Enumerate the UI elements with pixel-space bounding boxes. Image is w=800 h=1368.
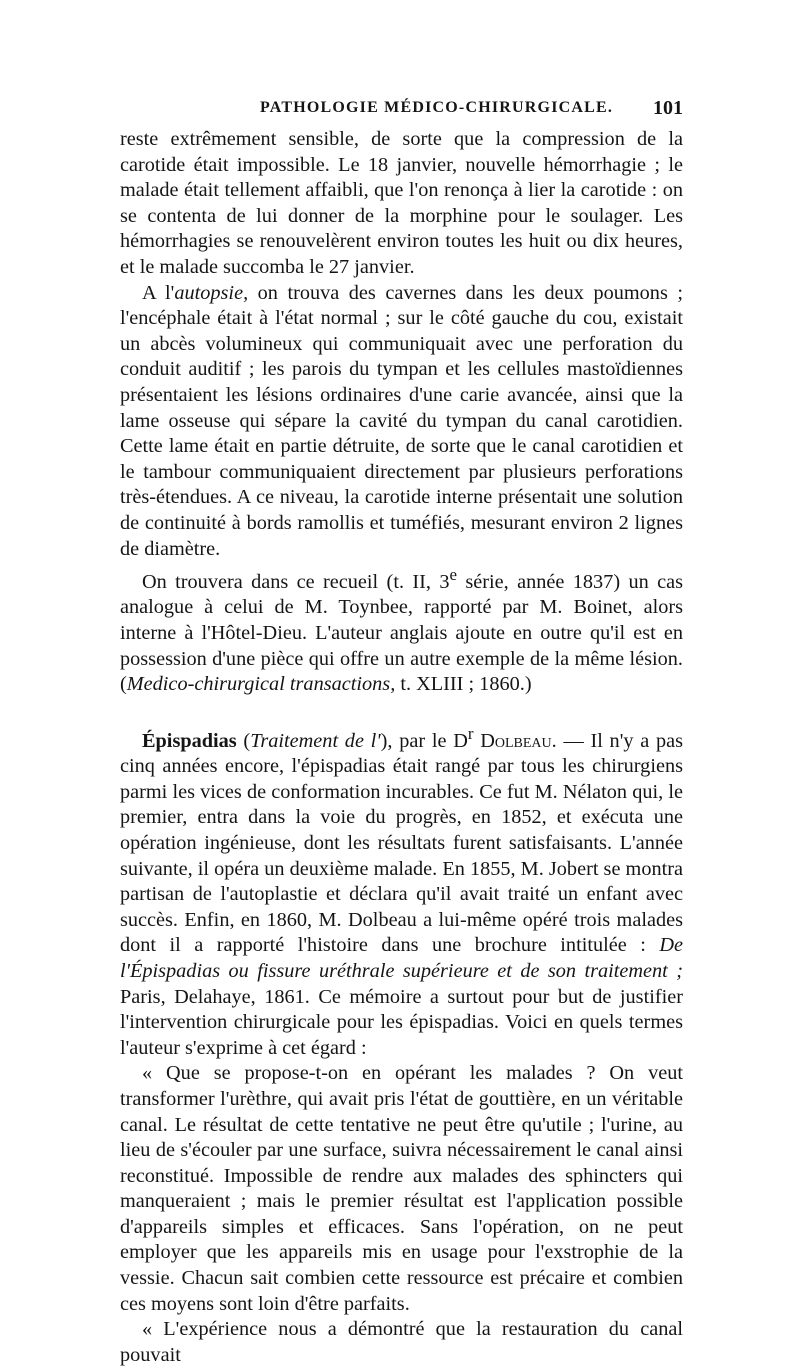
running-title: PATHOLOGIE MÉDICO-CHIRURGICALE.: [260, 99, 614, 116]
doctor-superscript: r: [467, 723, 474, 743]
paragraph-quote-continued: « L'expérience nous a démontré que la restauration du canal pouvait: [120, 1318, 683, 1366]
paragraph-reference: [120, 562, 683, 698]
brochure-title: De l'Épispadias ou fissure uréthrale supérieure et de son traitement ;: [120, 934, 683, 982]
epispadias-text-b: ), par le D: [380, 729, 468, 752]
reference-text-b: série, année 1837) un cas analogue à celui de M. Toynbee, rapporté par M. Boinet, alors interne à l'Hôtel-Dieu. L'auteur anglais ajoute en outre qu'il est en possession d'une pièce qui offre un autre exemple de la même lésion. (: [120, 570, 683, 696]
paragraph-epispadias: [120, 721, 683, 1061]
epispadias-text-a: (: [236, 729, 251, 752]
epispadias-subtitle: Traitement de l': [250, 729, 381, 752]
page-number: 101: [653, 97, 683, 119]
author-name: Dolbeau: [480, 729, 552, 752]
section-heading: Épispadias: [142, 729, 237, 752]
paragraph-case-end: reste extrêmement sensible, de sorte que la compression de la carotide était impossible. Le 18 janvier, nouvelle hémorrhagie ; le malade était tellement affaibli, que l'on renonça à lier la carotide : on se contenta de lui donner de la morphine pour le soulager. Les hémorrhagies se renouvelèrent environ toutes les huit ou dix heures, et le malade succomba le 27 janvier.: [120, 128, 683, 278]
page-header: [120, 97, 683, 121]
body-text: [120, 127, 683, 1368]
reference-journal-title: Medico-chirurgical transactions,: [126, 673, 396, 696]
autopsy-term: autopsie,: [174, 281, 249, 304]
reference-text-a: On trouvera dans ce recueil (t. II, 3: [142, 570, 450, 593]
paragraph-quote: « Que se propose-t-on en opérant les malades ? On veut transformer l'urèthre, qui avait pris l'état de gouttière, en un véritable canal. Le résultat de cette tentative ne peut être qu'utile ; l'urine, au lieu de s'écouler par une surface, suivra nécessairement le canal ainsi reconstitué. Impossible de rendre aux malades des sphincters qui manqueraient ; mais le premier résultat est l'application possible d'appareils simples et efficaces. Sans l'opération, on ne peut employer que les appareils mis en usage pour l'exstrophie de la vessie. Chacun sait combien cette ressource est précaire et combien ces moyens sont loin d'être parfaits.: [120, 1062, 683, 1315]
paragraph-autopsy: [120, 281, 683, 563]
epispadias-text-c: . — Il n'y a pas cinq années encore, l'épispadias était rangé par tous les chirurgiens parmi les vices de conformation incurables. Ce fut M. Nélaton qui, le premier, entra dans la voie du progrès, en 1852, et exécuta une opération ingénieuse, dont les résultats furent satisfaisants. L'année suivante, il opéra un deuxième malade. En 1855, M. Jobert se montra partisan de l'autoplastie et déclara qu'il avait traité un enfant avec succès. Enfin, en 1860, M. Dolbeau a lui-même opéré trois malades dont il a rapporté l'histoire dans une brochure intitulée :: [120, 729, 683, 957]
autopsy-lead: A l': [142, 281, 175, 304]
reference-superscript: e: [449, 565, 457, 585]
autopsy-findings: on trouva des cavernes dans les deux poumons ; l'encéphale était à l'état normal ; sur le côté gauche du cou, existait un abcès volumineux qui communiquait avec une perforation du conduit auditif ; les parois du tympan et les cellules mastoïdiennes présentaient les lésions ordinaires d'une carie avancée, ainsi que la lame osseuse qui sépare la cavité du tympan du canal carotidien. Cette lame était en partie détruite, de sorte que le canal carotidien et le tambour communiquaient directement par plusieurs perforations très-étendues. A ce niveau, la carotide interne présentait une solution de continuité à bords ramollis et tuméfiés, mesurant environ 2 lignes de diamètre.: [120, 281, 683, 560]
epispadias-text-d: Paris, Delahaye, 1861. Ce mémoire a surtout pour but de justifier l'intervention chirurgicale pour les épispadias. Voici en quels termes l'auteur s'exprime à cet égard :: [120, 985, 683, 1059]
reference-text-c: t. XLIII ; 1860.): [395, 673, 532, 696]
